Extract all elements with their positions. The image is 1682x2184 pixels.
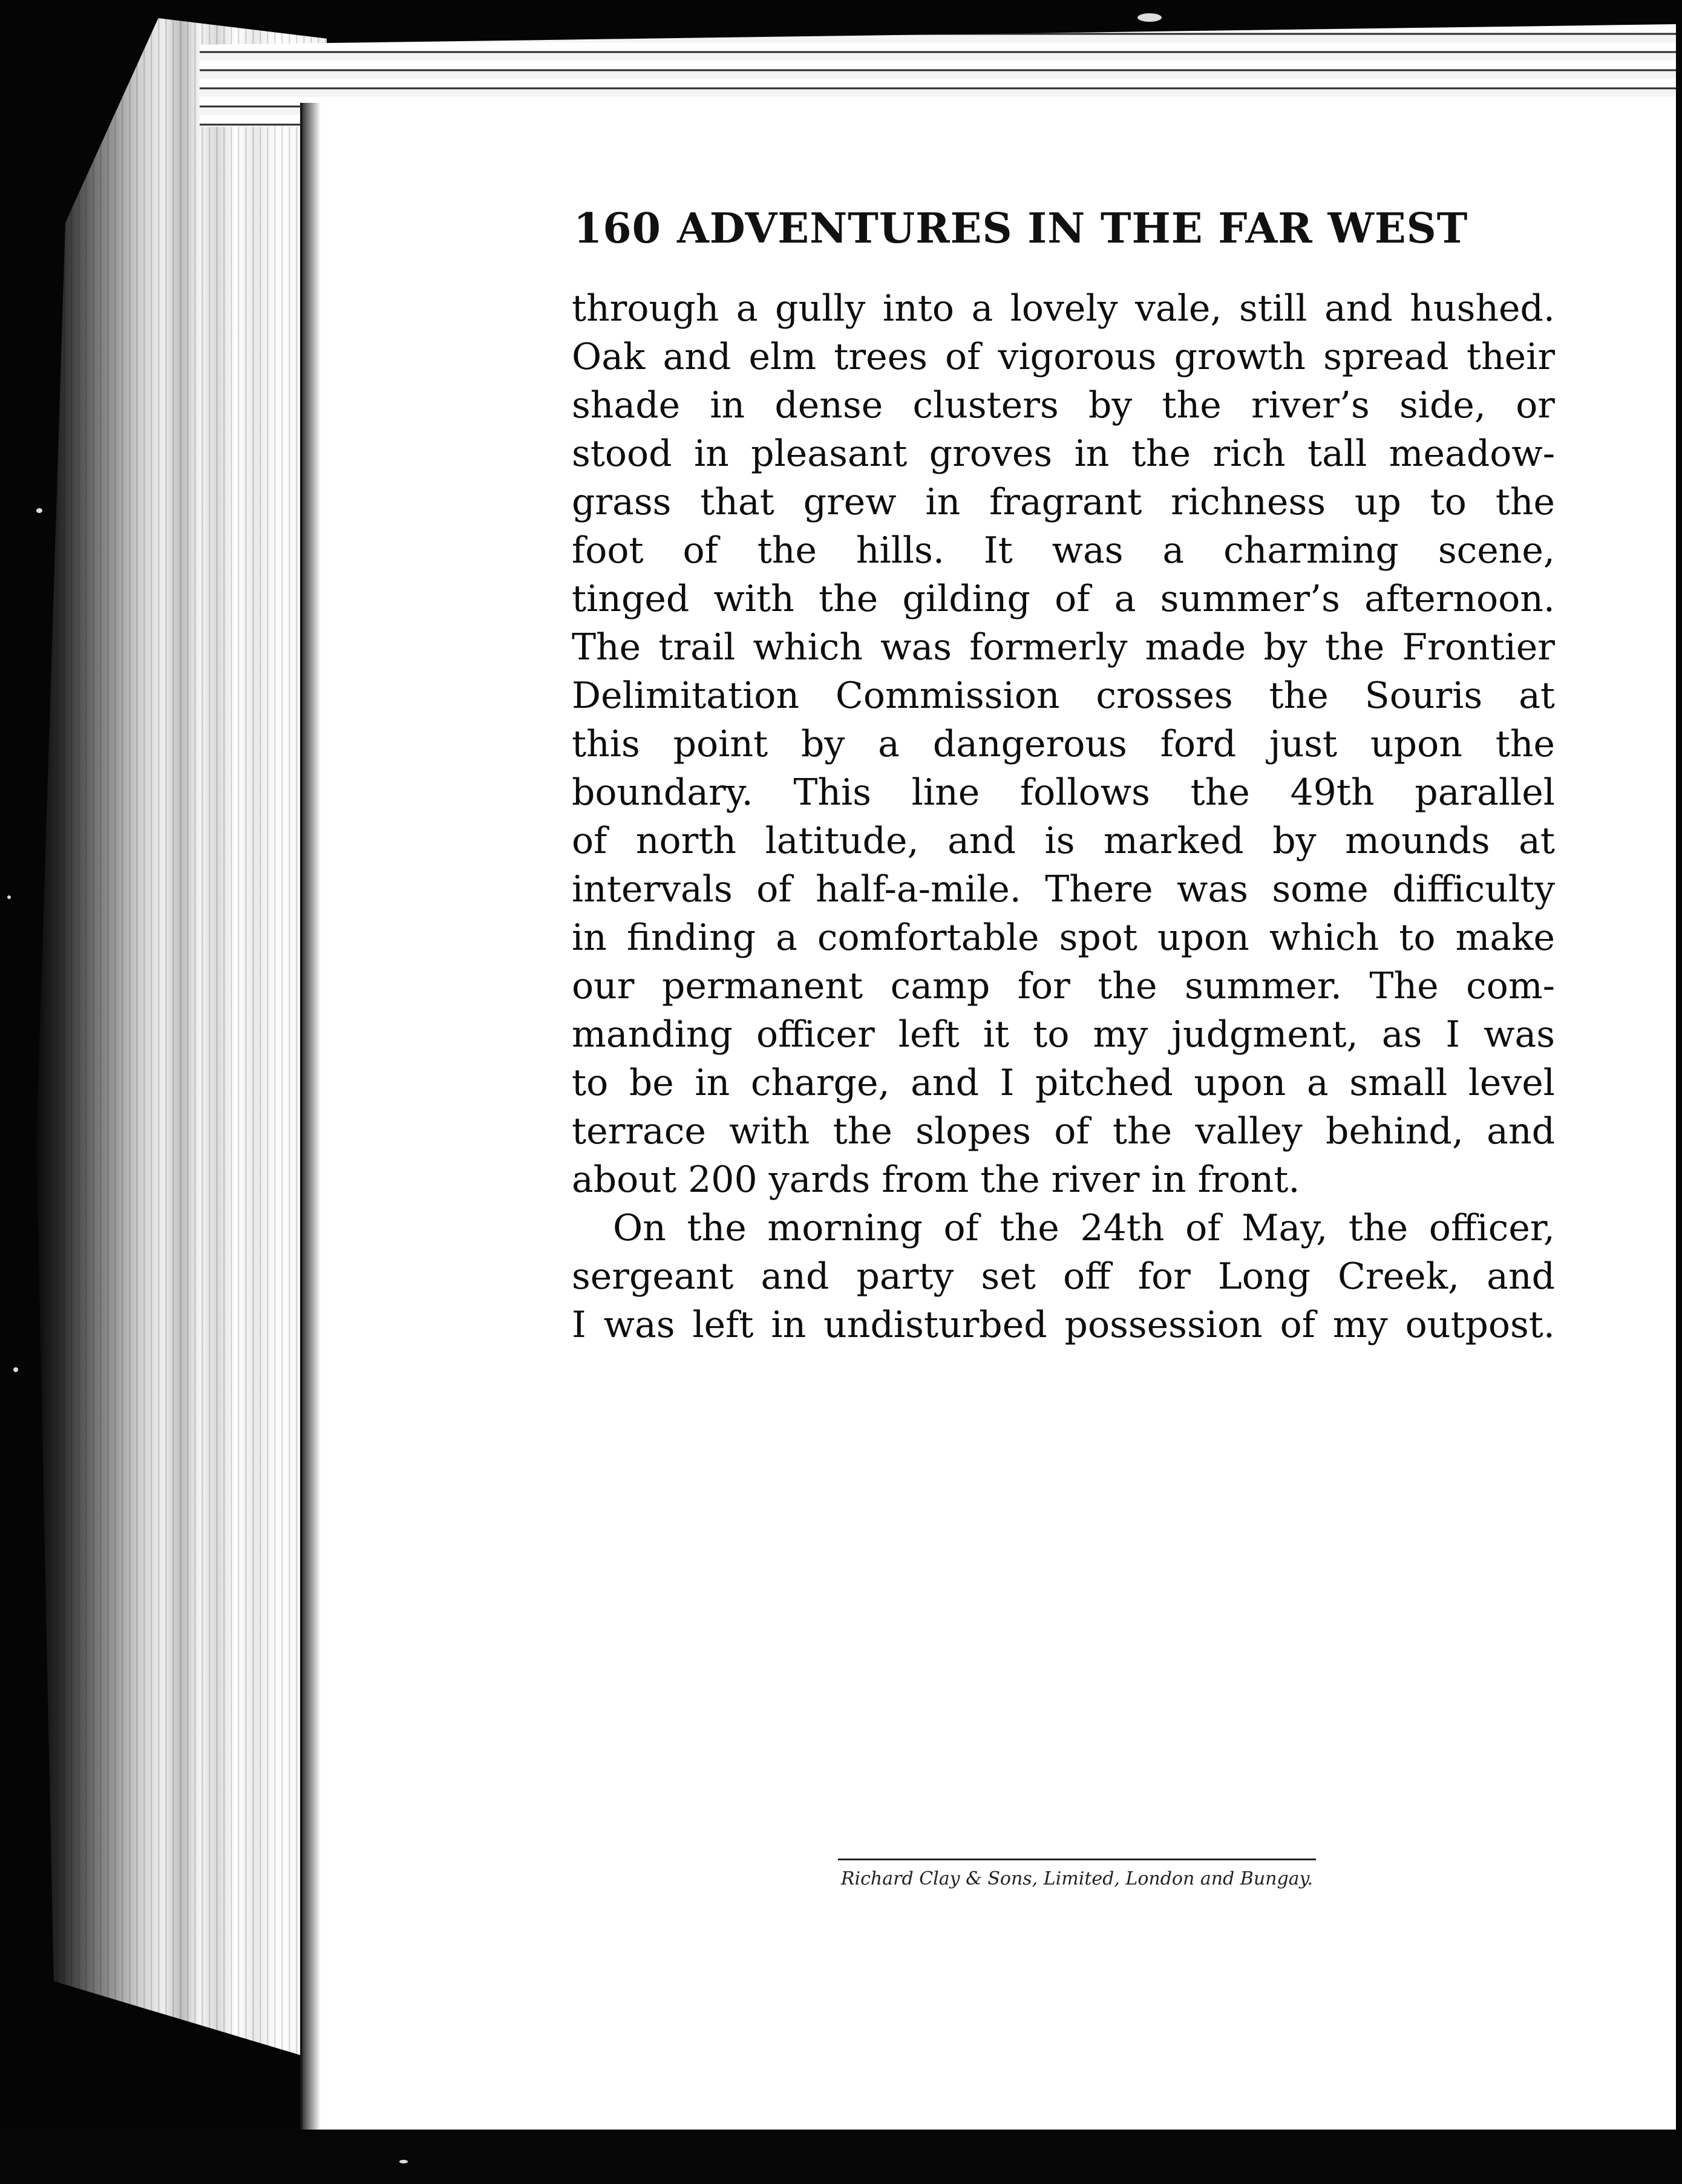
text-line: Delimitation Commission crosses the Souris at [572, 675, 1555, 717]
text-line: grass that grew in fragrant richness up to the [572, 481, 1555, 523]
text-line: through a gully into a lovely vale, still and hushed. [572, 287, 1555, 330]
text-line: of north latitude, and is marked by mounds at [572, 820, 1555, 862]
text-line: On the morning of the 24th of May, the officer, [613, 1207, 1555, 1249]
text-line: our permanent camp for the summer. The com- [572, 965, 1555, 1007]
page-gutter-shadow [303, 103, 321, 2172]
text-line: to be in charge, and I pitched upon a small level [572, 1062, 1555, 1104]
body-text [572, 284, 1555, 1349]
text-line: stood in pleasant groves in the rich tall meadow- [572, 433, 1555, 475]
imprint-rule [838, 1859, 1316, 1860]
text-line: foot of the hills. It was a charming scene, [572, 529, 1555, 572]
page-stack-lines [36, 18, 327, 2063]
text-line: intervals of half-a-mile. There was some difficulty [572, 868, 1555, 911]
text-line: I was left in undisturbed possession of my outpost. [572, 1304, 1555, 1346]
text-line: terrace with the slopes of the valley behind, and [572, 1110, 1555, 1152]
printer-imprint: Richard Clay & Sons, Limited, London and Bungay. [840, 1868, 1314, 1889]
text-line: sergeant and party set off for Long Creek, and [572, 1255, 1555, 1298]
text-line: shade in dense clusters by the river’s side, or [572, 384, 1555, 427]
dust-speck [399, 2160, 408, 2163]
dust-speck [13, 1367, 18, 1372]
text-line: The trail which was formerly made by the Frontier [572, 626, 1555, 669]
running-header [574, 204, 1566, 253]
text-line: Oak and elm trees of vigorous growth spread their [572, 336, 1555, 378]
running-title: ADVENTURES IN THE FAR WEST [676, 204, 1468, 253]
page-number: 160 [574, 204, 661, 253]
text-line: manding officer left it to my judgment, as I was [572, 1013, 1555, 1056]
text-line: tinged with the gilding of a summer’s afternoon. [572, 578, 1555, 620]
dust-speck [1137, 13, 1162, 22]
text-line: in finding a comfortable spot upon which to make [572, 917, 1555, 959]
text-line: about 200 yards from the river in front. [572, 1159, 1300, 1201]
dust-speck [36, 508, 42, 513]
text-line: boundary. This line follows the 49th parallel [572, 771, 1555, 814]
dust-speck [7, 895, 11, 899]
bottom-background [0, 2130, 1682, 2184]
text-line: this point by a dangerous ford just upon the [572, 723, 1555, 765]
